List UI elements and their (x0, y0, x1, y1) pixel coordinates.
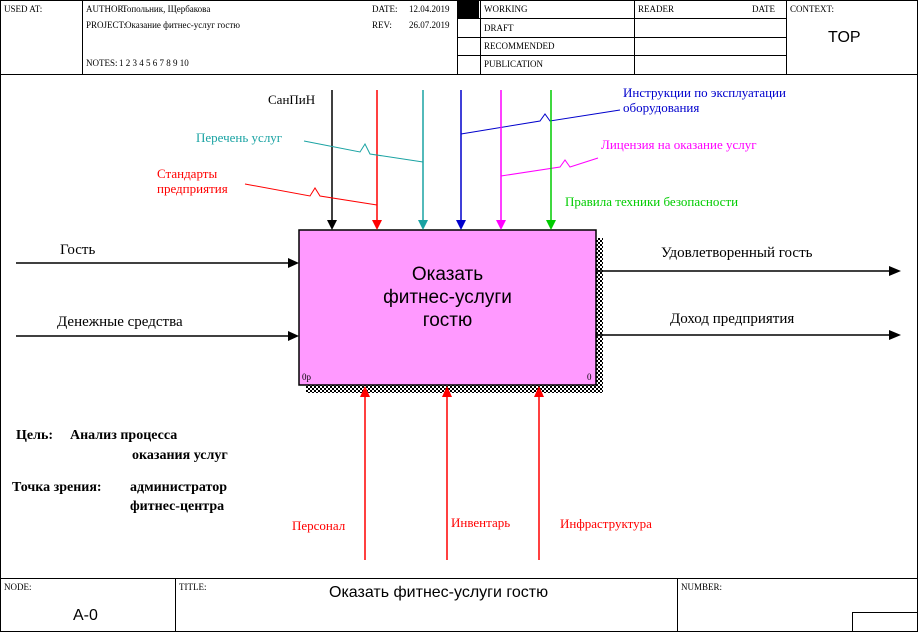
author-value: Топольник, Щербакова (122, 4, 211, 14)
activity-corner-left: 0р (302, 372, 311, 382)
footer-divider-1 (175, 578, 176, 632)
node-label: NODE: (4, 582, 32, 592)
goal-label: Цель: (16, 428, 54, 443)
control-arrow-sanpin (327, 90, 337, 230)
footer-divider-2 (677, 578, 678, 632)
output-label-income: Доход предприятия (670, 311, 795, 327)
output-arrow-income (596, 330, 901, 340)
title-label: TITLE: (179, 582, 207, 592)
control-label-license: Лицензия на оказание услуг (601, 137, 757, 152)
project-value: Оказание фитнес-услуг гостю (125, 20, 241, 30)
number-label: NUMBER: (681, 582, 723, 592)
notes-value: 1 2 3 4 5 6 7 8 9 10 (119, 58, 189, 68)
control-label-standards-line-2: предприятия (157, 180, 228, 196)
context-value: TOP (828, 29, 861, 46)
goal-line-2: оказания услуг (132, 448, 228, 463)
project-label: PROJECT: (86, 20, 127, 30)
input-label-money: Денежные средства (57, 314, 183, 330)
control-label-services-list: Перечень услуг (196, 130, 283, 145)
mechanism-arrow-infrastructure (534, 386, 544, 560)
rev-value: 26.07.2019 (409, 20, 450, 30)
mechanism-label-equipment: Инвентарь (451, 515, 511, 530)
control-arrow-services-list (304, 90, 428, 230)
context-label: CONTEXT: (790, 4, 835, 14)
viewpoint-line-1: администратор (130, 480, 227, 495)
control-label-safety: Правила техники безопасности (565, 194, 739, 209)
activity-title-line-3: гостю (422, 309, 473, 331)
footer-number-box (852, 612, 918, 632)
output-label-satisfied-guest: Удовлетворенный гость (661, 245, 813, 261)
node-value: А-0 (73, 607, 98, 624)
date-value: 12.04.2019 (409, 4, 450, 14)
activity-title-line-2: фитнес-услуги (383, 286, 512, 308)
reader-label: READER (638, 4, 674, 14)
viewpoint-line-2: фитнес-центра (130, 499, 225, 514)
date-label: DATE: (372, 4, 398, 14)
mechanism-arrow-equipment (442, 386, 452, 560)
status-publication: PUBLICATION (484, 59, 544, 69)
input-arrow-guest (16, 258, 299, 268)
rev-label: REV: (372, 20, 392, 30)
reader-date-label: DATE (752, 4, 775, 14)
control-arrow-standards (245, 90, 382, 230)
status-draft: DRAFT (484, 23, 514, 33)
viewpoint-label: Точка зрения: (12, 480, 102, 495)
status-recommended: RECOMMENDED (484, 41, 555, 51)
used-at-label: USED AT: (4, 4, 43, 14)
control-label-instructions-line-1: Инструкции по эксплуатации (623, 85, 786, 100)
control-label-standards (157, 167, 228, 197)
input-arrow-money (16, 331, 299, 341)
control-arrow-safety (546, 90, 556, 230)
activity-title-line-1: Оказать (411, 264, 484, 285)
notes-label: NOTES: (86, 58, 118, 68)
control-label-standards-line-1: Стандарты (157, 166, 218, 181)
mechanism-label-personnel: Персонал (292, 518, 346, 533)
mechanism-label-infrastructure: Инфраструктура (560, 516, 652, 531)
status-working: WORKING (484, 4, 528, 14)
title-value: Оказать фитнес-услуги гостю (329, 584, 549, 601)
goal-line-1: Анализ процесса (70, 428, 178, 443)
control-label-instructions (623, 86, 786, 116)
input-label-guest: Гость (60, 242, 96, 258)
activity-corner-right: 0 (587, 372, 592, 382)
control-label-sanpin: СанПиН (268, 92, 316, 107)
control-label-instructions-line-2: оборудования (623, 99, 700, 115)
author-label: AUTHOR: (86, 4, 126, 14)
mechanism-arrow-personnel (360, 386, 370, 560)
output-arrow-satisfied-guest (596, 266, 901, 276)
activity-title (330, 264, 565, 332)
